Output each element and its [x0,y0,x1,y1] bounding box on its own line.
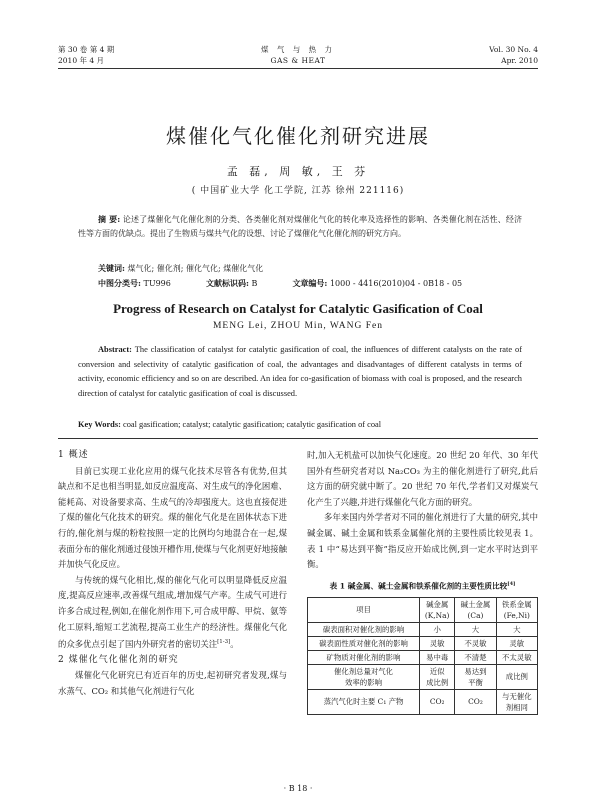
table-row [308,636,538,650]
keywords-cn-text: 煤气化; 催化剂; 催化气化; 煤催化气化 [127,264,264,273]
paragraph [58,573,287,653]
table-caption-text: 表 1 碱金属、碱土金属和铁系催化剂的主要性质比较 [329,581,508,591]
volume-issue-en: Vol. 30 No. 4 [489,45,538,54]
journal-volume-line [58,44,114,66]
table-row [308,622,538,636]
issue-date: 2010 年 4 月 [58,56,105,65]
table-cell: 催化剂总量对气化 效率的影响 [308,664,420,689]
table-cell: 成比例 [496,664,537,689]
section-2-heading: 2 煤催化气化催化剂的研究 [58,654,179,665]
paragraph-text: 与传统的煤气化相比,煤的催化气化可以明显降低反应温度,提高反应速率,改善煤气组成,增加煤气产率。生成气可进行许多合成过程,例如,在催化剂作用下,可合成甲醇、甲烷、氨等化工原料,缩短工艺流程,提高工业生产的经济性。煤催化气化的众多优点引起了国内外研究者的密切关注 [58,574,287,649]
table-cell: 灵敏 [496,636,537,650]
clc-label: 中图分类号: [98,278,141,288]
table-cell: 碳表面性质对催化剂的影响 [308,636,420,650]
table-header-cell: 铁系金属 (Fe,Ni) [496,597,537,622]
table-header-cell: 碱金属 (K,Na) [420,597,455,622]
table-header-cell: 项目 [308,597,420,622]
table-cell: 近似 成比例 [420,664,455,689]
article-number-label: 文章编号: [292,278,328,288]
doc-code-value: B [251,279,258,288]
section-1-heading: 1 概述 [58,450,89,460]
journal-name-cn: 煤 气 与 热 力 [260,45,336,54]
table-row [308,650,538,664]
table-cell: 碳表面积对催化剂的影响 [308,622,420,636]
table-cell: 小 [420,622,455,636]
abstract-cn-label: 摘 要: [98,214,121,224]
table-cell: 灵敏 [420,636,455,650]
abstract-rule [58,438,538,439]
article-number-value: 1000 - 4416(2010)04 - 0B18 - 05 [329,279,463,288]
english-authors: MENG Lei, ZHOU Min, WANG Fen [212,321,384,331]
paragraph-end: 。 [230,638,239,649]
table-header-cell: 碱土金属 (Ca) [455,597,496,622]
table-cell: 与无催化 剂相同 [496,689,537,714]
english-keywords [78,420,381,429]
table-header-row [308,597,538,622]
authors: 孟 磊, 周 敏, 王 芬 [226,165,370,178]
keywords-cn-label: 关键词: [98,263,125,273]
right-column [307,448,538,715]
keywords-cn [98,261,263,276]
citation: [1-3] [217,639,231,646]
journal-volume-en [489,44,538,66]
table-cell: 矿物质对催化剂的影响 [308,650,420,664]
properties-table [307,597,538,715]
table-cell: 蒸汽气化时主要 C₁ 产物 [308,689,420,714]
table-cell: 不灵敏 [455,636,496,650]
english-title: Progress of Research on Catalyst for Catalytic Gasification of Coal [113,301,483,316]
paragraph: 煤催化气化研究已有近百年的历史,起初研究者发现,煤与水蒸气、CO₂ 和其他气化剂进行气化 [58,670,287,696]
paragraph: 时,加入无机盐可以加快气化速度。20 世纪 20 年代、30 年代国外有些研究者对以 Na₂CO₃ 为主的催化剂进行了研究,此后这方面的研究就中断了。20 世纪 70 年代,学者们又对煤炭气化产生了兴趣,并进行煤催化气化方面的研究。 [307,450,538,507]
table-row [308,664,538,689]
classification-line [98,276,462,291]
paragraph: 目前已实现工业化应用的煤气化技术尽管各有优势,但其缺点和不足也相当明显,如反应温度高、对生成气的净化困难、能耗高、对设备要求高、生成气的冷却强度大。这也直接促进了煤的催化气化技术的研究。煤的催化气化是在固体状态下进行的,催化剂与煤的粉粒按照一定的比例均匀地混合在一起,煤表面分布的催化剂通过侵蚀开槽作用,使煤与气化剂更好地接触并加快气化反应。 [58,465,287,570]
english-keywords-text: coal gasification; catalyst; catalytic gasification; catalytic gasification of coal [122,420,382,429]
table-caption [307,577,538,594]
table-1 [307,577,538,715]
clc-value: TU996 [143,279,171,288]
affiliation: ( 中国矿业大学 化工学院, 江苏 徐州 221116) [191,186,405,196]
issue-date-en: Apr. 2010 [501,56,538,65]
english-abstract-text: The classification of catalyst for catalytic gasification of coal, the influences of different catalysts on the rate of conversion and selectivity of catalytic gasification of coal, the advantages and disadvantages of different catalysts in terms of activity, economic efficiency and so on are described. An idea for co-gasification of biomass with coal is proposed, and the research direction of catalyst for catalytic gasification of coal is discussed. [78,345,522,398]
english-abstract-label: Abstract: [98,345,132,354]
left-column [58,448,287,699]
doc-code-label: 文献标识码: [205,278,249,288]
table-cell: 大 [455,622,496,636]
table-cell: 不清楚 [455,650,496,664]
english-keywords-label: Key Words: [78,420,121,429]
paragraph: 多年来国内外学者对不同的催化剂进行了大量的研究,其中碱金属、碱土金属和铁系金属催化剂的主要性质比较见表 1。表 1 中“易达到平衡”指反应开始成比例,到一定水平时达到平衡。 [307,512,538,570]
table-cell: 易中毒 [420,650,455,664]
table-caption-citation: [4] [507,580,516,587]
abstract-cn [78,212,522,241]
table-cell: CO₂ [455,689,496,714]
volume-issue: 第 30 卷 第 4 期 [58,45,115,54]
table-cell: 易达到 平衡 [455,664,496,689]
journal-name-block [200,44,396,66]
table-cell: 不太灵敏 [496,650,537,664]
page-number: · B 18 · [283,784,313,793]
table-cell: CO₂ [420,689,455,714]
header-rule [58,68,538,69]
table-cell: 大 [496,622,537,636]
journal-name-en: GAS & HEAT [270,56,326,65]
abstract-cn-text: 论述了煤催化气化催化剂的分类、各类催化剂对煤催化气化的转化率及选择性的影响、各类催化剂在活性、经济性等方面的优缺点。提出了生物质与煤共气化的设想、讨论了煤催化气化催化剂的研究方向。 [78,215,522,238]
paper-title: 煤催化气化催化剂研究进展 [166,124,430,148]
english-abstract [78,343,522,401]
table-row [308,689,538,714]
